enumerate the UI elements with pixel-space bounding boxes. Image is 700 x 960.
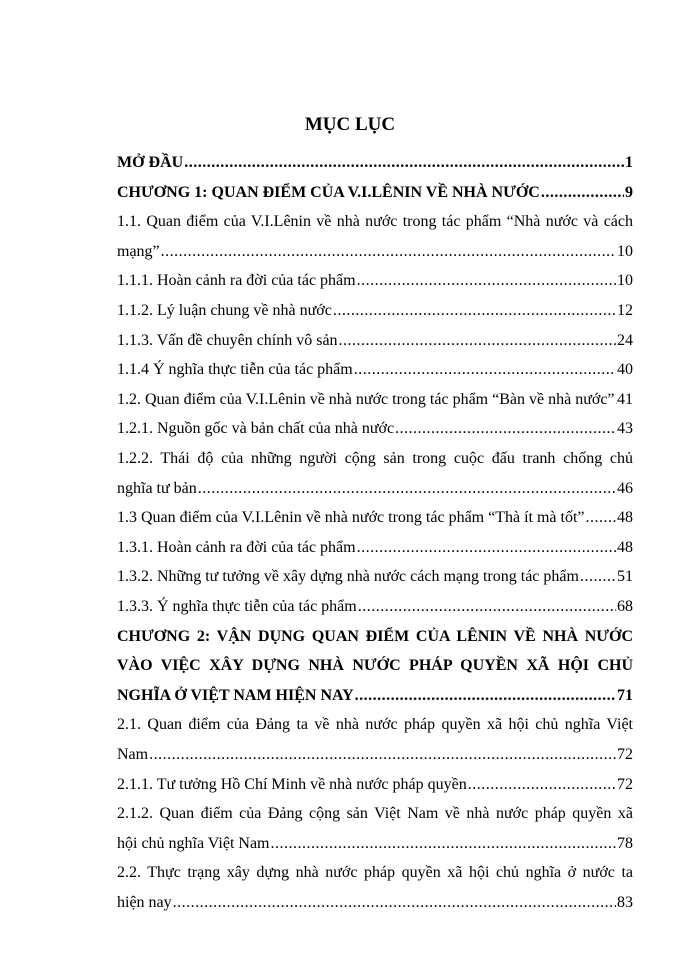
dot-leader (184, 150, 624, 176)
toc-page-number: 41 (617, 390, 633, 408)
dot-leader (333, 298, 616, 324)
toc-page-number: 10 (617, 272, 633, 290)
toc-entry-text: 1.1.3. Vấn đề chuyên chính vô sản (117, 331, 338, 349)
toc-entry-text: 1.1.4 Ý nghĩa thực tiễn của tác phẩm (117, 361, 353, 379)
toc-entry[interactable] (117, 535, 633, 561)
toc-entry[interactable] (117, 268, 633, 294)
toc-entry-text: nghĩa tư bản (117, 479, 197, 497)
toc-entry[interactable] (117, 594, 633, 620)
toc-entry-text: 2.1. Quan điểm của Đảng ta về nhà nước pháp quyền xã hội chủ nghĩa Việt (117, 716, 633, 734)
toc-entry-text: 2.2. Thực trạng xây dựng nhà nước pháp quyền xã hội chủ nghĩa ở nước ta (117, 864, 633, 882)
toc-page-number: 83 (617, 894, 633, 911)
toc-entry-text: mạng” (117, 242, 160, 260)
toc-entry-text: 1.3 Quan điểm của V.I.Lênin về nhà nước trong tác phẩm “Thà ít mà tốt” (117, 509, 585, 527)
toc-entry[interactable] (117, 476, 633, 502)
toc-entry-text: CHƯƠNG 2: VẬN DỤNG QUAN ĐIỂM CỦA LÊNIN VỀ NHÀ NƯỚC (117, 627, 633, 645)
toc-page-number: 71 (617, 686, 633, 704)
page-title: MỤC LỤC (304, 114, 396, 135)
dot-leader (395, 416, 616, 442)
toc-page-number: 78 (617, 834, 633, 852)
toc-entry-text: 1.1.2. Lý luận chung về nhà nước (117, 302, 332, 319)
toc-page-number: 46 (617, 479, 633, 497)
dot-leader (586, 505, 616, 531)
toc-entry-text: 1.3.3. Ý nghĩa thực tiễn của tác phẩm (117, 598, 357, 615)
toc-entry[interactable] (117, 742, 633, 768)
toc-entry[interactable] (117, 387, 633, 413)
dot-leader (161, 239, 616, 265)
toc-entry-text: 1.1.1. Hoàn cảnh ra đời của tác phẩm (117, 272, 356, 290)
dot-leader (354, 357, 616, 383)
toc-page-number: 51 (617, 568, 633, 586)
toc-entry-text: hiện nay (117, 894, 172, 911)
toc-entry-text: 1.2.2. Thái độ của những người cộng sản trong cuộc đấu tranh chống chủ (117, 450, 633, 467)
toc-entry-text: VÀO VIỆC XÂY DỰNG NHÀ NƯỚC PHÁP QUYỀN XÃ HỘI CHỦ (117, 657, 633, 675)
toc-entry-text: 2.1.1. Tư tưởng Hồ Chí Minh về nhà nước pháp quyền (117, 775, 467, 793)
toc-entry[interactable] (117, 357, 633, 383)
toc-entry[interactable] (117, 683, 633, 709)
toc-page-number: 40 (617, 361, 633, 379)
toc-entry[interactable] (117, 298, 633, 324)
dot-leader (541, 180, 624, 206)
toc-entry-text: Nam (117, 746, 149, 763)
toc-entry-text: MỞ ĐẦU (117, 154, 184, 171)
toc-entry-text: NGHĨA Ở VIỆT NAM HIỆN NAY (117, 686, 354, 704)
toc-entry[interactable] (117, 180, 633, 206)
toc-page-number: 9 (625, 183, 633, 201)
toc-entry[interactable] (117, 890, 633, 916)
toc-entry-text: 1.3.1. Hoàn cảnh ra đời của tác phẩm (117, 538, 356, 556)
dot-leader (358, 594, 616, 620)
dot-leader (580, 564, 616, 590)
dot-leader (468, 772, 616, 798)
toc-page-number: 10 (617, 242, 633, 260)
toc-entry[interactable] (117, 416, 633, 442)
toc-entry[interactable] (117, 831, 633, 857)
toc-page-number: 68 (617, 598, 633, 615)
toc-page-number: 12 (617, 302, 633, 319)
dot-leader (357, 535, 616, 561)
toc-page-number: 48 (617, 538, 633, 556)
toc-entry-text: hội chủ nghĩa Việt Nam (117, 834, 270, 852)
dot-leader (271, 831, 617, 857)
toc-entry[interactable] (117, 150, 633, 176)
dot-leader (198, 476, 616, 502)
toc-entry-text: CHƯƠNG 1: QUAN ĐIỂM CỦA V.I.LÊNIN VỀ NHÀ NƯỚC (117, 183, 540, 201)
toc-page-number: 1 (625, 154, 633, 171)
dot-leader (357, 268, 616, 294)
toc-page-number: 72 (617, 746, 633, 763)
toc-entry-text: 1.1. Quan điểm của V.I.Lênin về nhà nước trong tác phẩm “Nhà nước và cách (117, 213, 633, 231)
toc-page-number: 43 (617, 420, 633, 438)
toc-page-number: 72 (617, 775, 633, 793)
toc-page-number: 48 (617, 509, 633, 527)
dot-leader (173, 890, 616, 916)
dot-leader (339, 328, 616, 354)
dot-leader (355, 683, 616, 709)
toc-entry-text: 1.2.1. Nguồn gốc và bản chất của nhà nước (117, 420, 395, 438)
toc-entry[interactable] (117, 772, 633, 798)
toc-entry-text: 2.1.2. Quan điểm của Đảng cộng sản Việt Nam về nhà nước pháp quyền xã (117, 805, 633, 823)
toc-entry[interactable] (117, 564, 633, 590)
dot-leader (149, 742, 616, 768)
toc-entry[interactable] (117, 239, 633, 265)
toc-page-number: 24 (617, 331, 633, 349)
toc-entry-text: 1.2. Quan điểm của V.I.Lênin về nhà nước trong tác phẩm “Bàn về nhà nước” (117, 390, 615, 408)
toc-entry[interactable] (117, 505, 633, 531)
toc-entry[interactable] (117, 328, 633, 354)
toc-entry-text: 1.3.2. Những tư tưởng về xây dựng nhà nước cách mạng trong tác phẩm (117, 568, 579, 586)
